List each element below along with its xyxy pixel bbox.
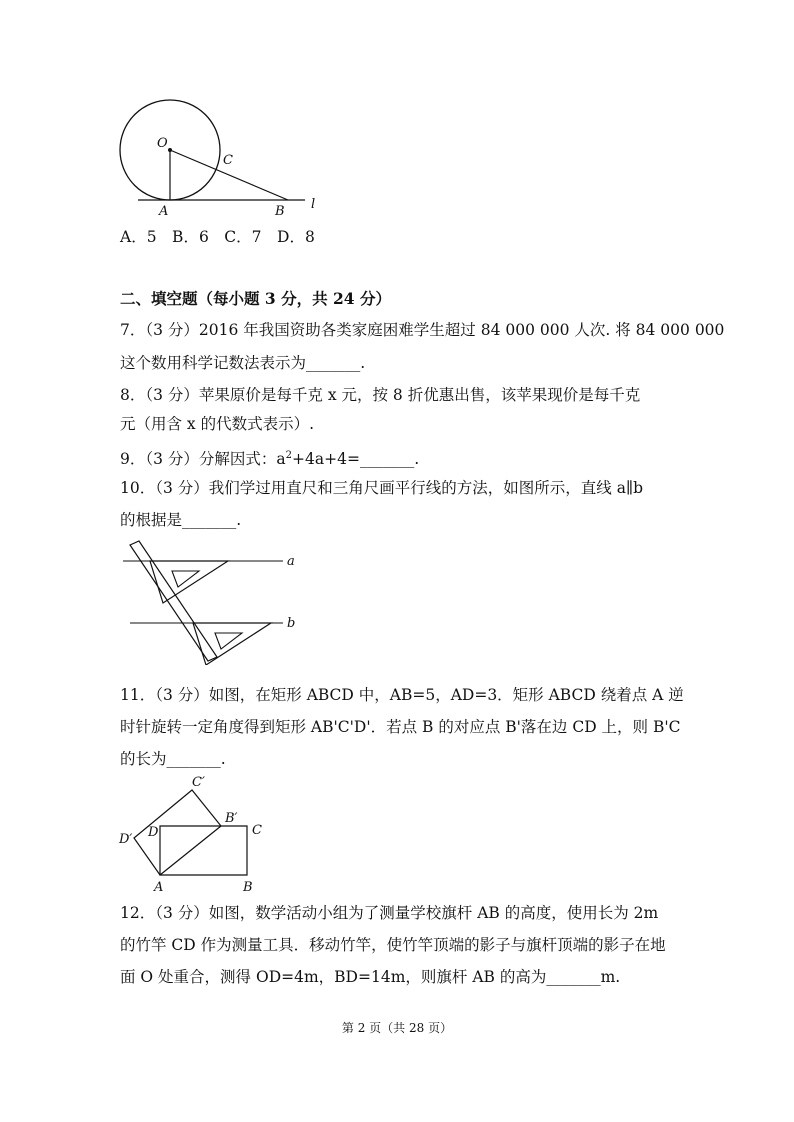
label-b-prime: B′ [225,811,238,826]
section2-heading: 二、填空题（每小题 3 分，共 24 分） [120,289,391,308]
label-b-rect: B [243,880,253,895]
q11-line1: 11．（3 分）如图，在矩形 ABCD 中，AB=5，AD=3．矩形 ABCD 绕着点 A 逆 [120,686,684,704]
label-c: C [223,153,233,168]
q12-line3: 面 O 处重合，测得 OD=4m，BD=14m，则旗杆 AB 的高为_______m. [120,968,621,986]
label-c-prime: C′ [192,775,205,790]
q7-line2: 这个数用科学记数法表示为_______. [120,354,366,372]
q10-line2: 的根据是_______. [120,511,242,529]
q12-line2: 的竹竿 CD 作为测量工具．移动竹竿，使竹竿顶端的影子与旗杆顶端的影子在地 [120,936,666,954]
q12-line1: 12．（3 分）如图，数学活动小组为了测量学校旗杆 AB 的高度，使用长为 2m [120,904,659,922]
q11-line2: 时针旋转一定角度得到矩形 AB'C'D'．若点 B 的对应点 B'落在边 CD 上，则 B'C [120,718,681,736]
q7-line1: 7．（3 分）2016 年我国资助各类家庭困难学生超过 84 000 000 人次. 将 84 000 000 [120,321,725,339]
q10-line1: 10．（3 分）我们学过用直尺和三角尺画平行线的方法，如图所示，直线 a∥b [120,479,644,497]
q9-prefix: 9．（3 分）分解因式：a [120,450,286,469]
label-c-rect: C [252,823,262,838]
label-a-rect: A [154,880,164,895]
rectangle-abcd [160,826,247,875]
parallel-lines-figure [115,535,315,665]
page-footer: 第 2 页（共 28 页） [341,1021,453,1035]
q11-line3: 的长为_______. [120,750,226,768]
q9-suffix: +4a+4=_______. [292,450,420,469]
q6-options: A．5 B．6 C．7 D．8 [120,228,315,246]
label-d-rect: D [148,825,159,840]
label-b-line: b [287,616,296,631]
q8-line1: 8．（3 分）苹果原价是每千克 x 元，按 8 折优惠出售，该苹果现价是每千克 [120,386,641,404]
triangle-lower-hole [215,633,242,649]
ruler [130,541,217,661]
circle-tangent-figure [110,95,330,220]
rotated-rectangle-figure [112,770,272,895]
q9 [120,446,680,469]
point-o [168,148,172,152]
label-a-line: a [287,554,295,569]
label-d-prime: D′ [119,832,133,847]
label-a: A [159,204,169,219]
triangle-upper-hole [172,571,199,587]
q9-exponent: 2 [285,450,293,461]
label-b: B [275,204,285,219]
triangle-upper [150,561,228,603]
q8-line2: 元（用含 x 的代数式表示）. [120,415,315,433]
triangle-lower [193,623,271,665]
label-l: l [311,197,316,212]
label-o: O [157,136,168,151]
